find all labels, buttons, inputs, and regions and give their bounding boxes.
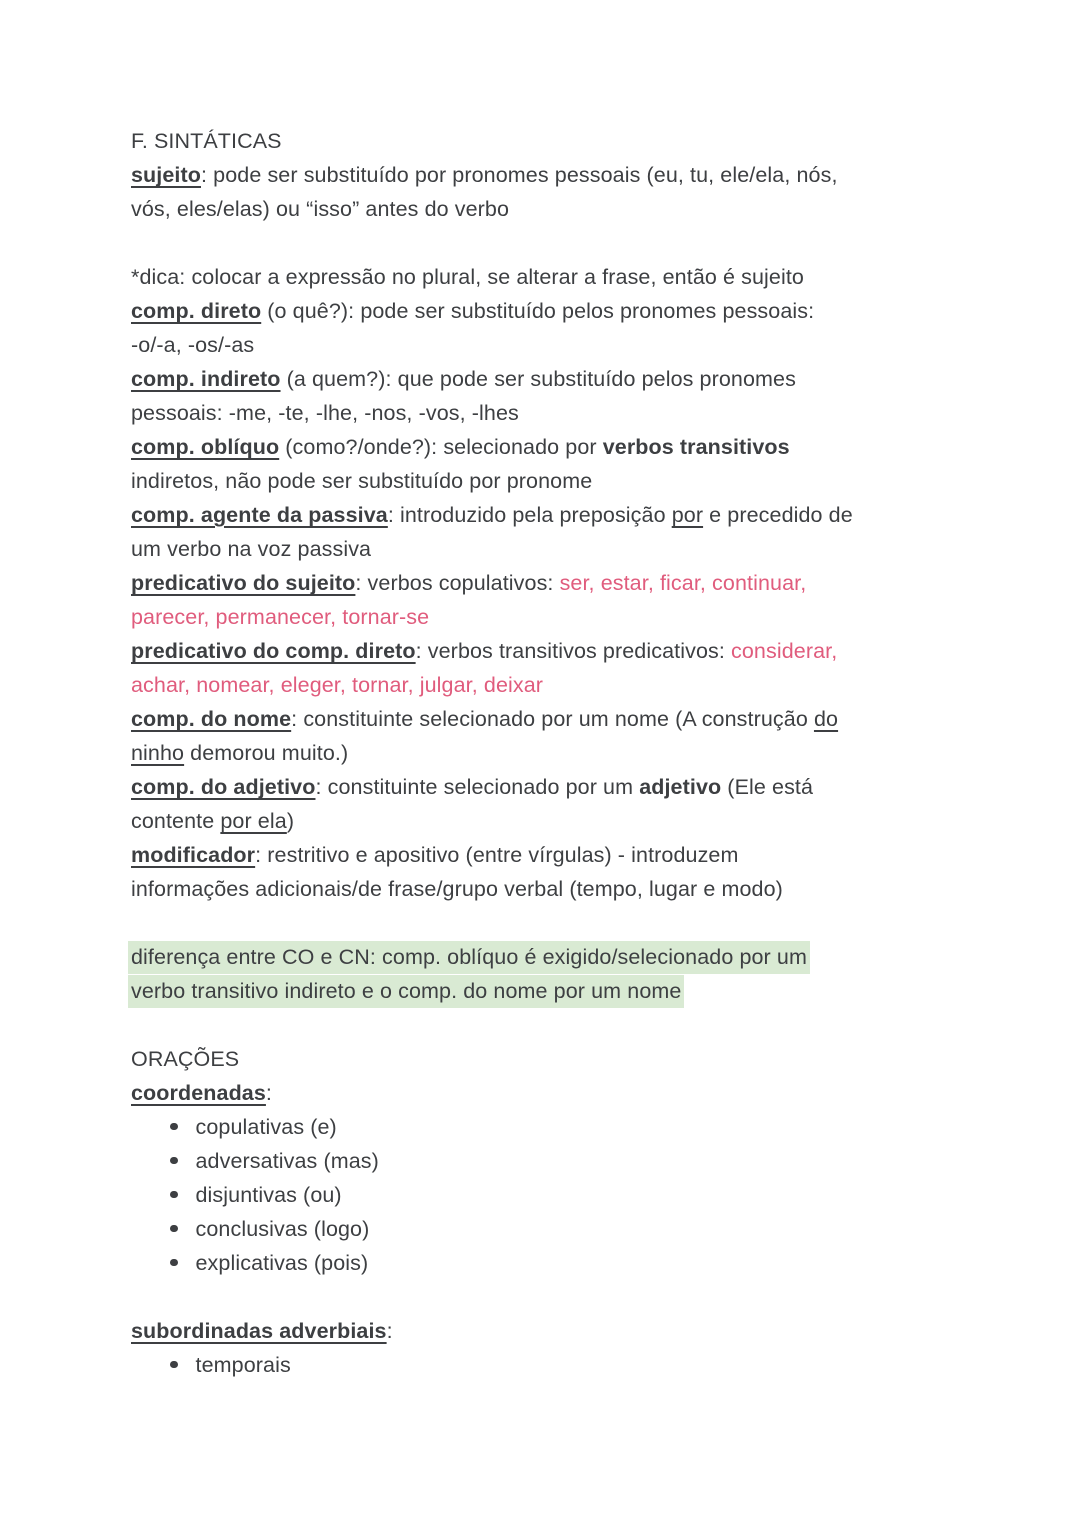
text-run: (como?/onde?): selecionado por <box>279 435 603 459</box>
blank-line <box>131 1280 1040 1314</box>
bullet-list-item <box>131 1212 1040 1246</box>
blank-line <box>131 226 1040 260</box>
bullet-icon <box>170 1123 178 1131</box>
text-run: temporais <box>195 1353 291 1377</box>
text-run: : restritivo e apositivo (entre vírgulas) - introduzem <box>255 843 739 867</box>
text-line <box>131 1314 1040 1348</box>
text-run: contente <box>131 809 221 833</box>
text-run: : <box>386 1319 393 1343</box>
text-line <box>131 464 1040 498</box>
text-run: : <box>265 1081 272 1105</box>
text-run: conclusivas (logo) <box>195 1217 370 1241</box>
bullet-list-item <box>131 1348 1040 1382</box>
text-run: *dica: colocar a expressão no plural, se alterar a frase, então é sujeito <box>131 265 804 289</box>
text-run: : introduzido pela preposição <box>387 503 672 527</box>
text-run: : pode ser substituído por pronomes pessoais (eu, tu, ele/ela, nós, <box>201 163 838 187</box>
text-run: pessoais: -me, -te, -lhe, -nos, -vos, -lhes <box>131 401 519 425</box>
text-run: diferença entre CO e CN: comp. oblíquo é exigido/selecionado por um <box>128 941 810 974</box>
bullet-icon <box>170 1157 178 1165</box>
text-line <box>131 192 1040 226</box>
document-content <box>131 124 1040 1382</box>
text-run: por <box>671 503 704 527</box>
text-line <box>131 396 1040 430</box>
text-run: um verbo na voz passiva <box>131 537 372 561</box>
text-run: (a quem?): que pode ser substituído pelos pronomes <box>280 367 796 391</box>
text-line <box>131 532 1040 566</box>
bullet-list-item <box>131 1246 1040 1280</box>
text-run: comp. agente da passiva <box>131 503 388 527</box>
bullet-icon <box>170 1259 178 1267</box>
text-run: : constituinte selecionado por um <box>315 775 640 799</box>
text-line <box>131 362 1040 396</box>
text-run: explicativas (pois) <box>195 1251 369 1275</box>
text-run: demorou muito.) <box>184 741 349 765</box>
text-run: comp. indireto <box>131 367 281 391</box>
text-run: copulativas (e) <box>195 1115 337 1139</box>
text-run: adjetivo <box>639 775 722 799</box>
text-line <box>131 328 1040 362</box>
text-line <box>131 124 1040 158</box>
text-run: comp. direto <box>131 299 262 323</box>
text-run: e precedido de <box>703 503 853 527</box>
text-run: informações adicionais/de frase/grupo verbal (tempo, lugar e modo) <box>131 877 783 901</box>
text-line <box>131 736 1040 770</box>
text-line <box>131 430 1040 464</box>
bullet-list-item <box>131 1178 1040 1212</box>
text-line <box>131 702 1040 736</box>
text-line <box>131 872 1040 906</box>
text-run: verbo transitivo indireto e o comp. do nome por um nome <box>128 975 684 1008</box>
text-run: por ela <box>220 809 287 833</box>
bullet-list-item <box>131 1110 1040 1144</box>
text-run: predicativo do comp. direto <box>131 639 416 663</box>
bullet-icon <box>170 1191 178 1199</box>
blank-line <box>131 906 1040 940</box>
text-line <box>131 294 1040 328</box>
text-run: modificador <box>131 843 256 867</box>
text-line <box>131 600 1040 634</box>
text-run: parecer, permanecer, tornar-se <box>131 605 430 629</box>
text-line <box>131 770 1040 804</box>
text-line <box>131 260 1040 294</box>
text-line <box>131 1042 1040 1076</box>
text-line <box>131 1076 1040 1110</box>
text-run: indiretos, não pode ser substituído por pronome <box>131 469 593 493</box>
text-run: ser, estar, ficar, continuar, <box>559 571 807 595</box>
text-run: -o/-a, -os/-as <box>131 333 255 357</box>
text-run: sujeito <box>131 163 201 187</box>
text-run: achar, nomear, eleger, tornar, julgar, deixar <box>131 673 544 697</box>
text-run: considerar, <box>731 639 838 663</box>
text-run: ORAÇÕES <box>131 1047 240 1071</box>
text-run: predicativo do sujeito <box>131 571 356 595</box>
text-line <box>131 498 1040 532</box>
text-run: (Ele está <box>721 775 814 799</box>
text-run: adversativas (mas) <box>195 1149 379 1173</box>
text-line <box>131 838 1040 872</box>
bullet-list-item <box>131 1144 1040 1178</box>
text-run: do <box>813 707 839 731</box>
text-run: ) <box>286 809 295 833</box>
blank-line <box>131 1008 1040 1042</box>
text-line <box>131 158 1040 192</box>
bullet-icon <box>170 1361 178 1369</box>
bullet-icon <box>170 1225 178 1233</box>
text-run: verbos transitivos <box>602 435 790 459</box>
text-line <box>131 634 1040 668</box>
text-line <box>131 668 1040 702</box>
text-run: : verbos transitivos predicativos: <box>415 639 732 663</box>
text-run: ninho <box>131 741 185 765</box>
text-line <box>131 974 1040 1008</box>
text-run: comp. do nome <box>131 707 292 731</box>
text-run: subordinadas adverbiais <box>131 1319 387 1343</box>
text-run: : constituinte selecionado por um nome (A construção <box>291 707 814 731</box>
text-run: comp. oblíquo <box>131 435 280 459</box>
text-run: F. SINTÁTICAS <box>131 129 282 153</box>
text-line <box>131 804 1040 838</box>
text-run: disjuntivas (ou) <box>195 1183 342 1207</box>
text-run: coordenadas <box>131 1081 266 1105</box>
text-line <box>131 566 1040 600</box>
text-run: (o quê?): pode ser substituído pelos pronomes pessoais: <box>261 299 815 323</box>
text-run: comp. do adjetivo <box>131 775 316 799</box>
text-line <box>131 940 1040 974</box>
text-run: : verbos copulativos: <box>355 571 560 595</box>
text-run: vós, eles/elas) ou “isso” antes do verbo <box>131 197 510 221</box>
